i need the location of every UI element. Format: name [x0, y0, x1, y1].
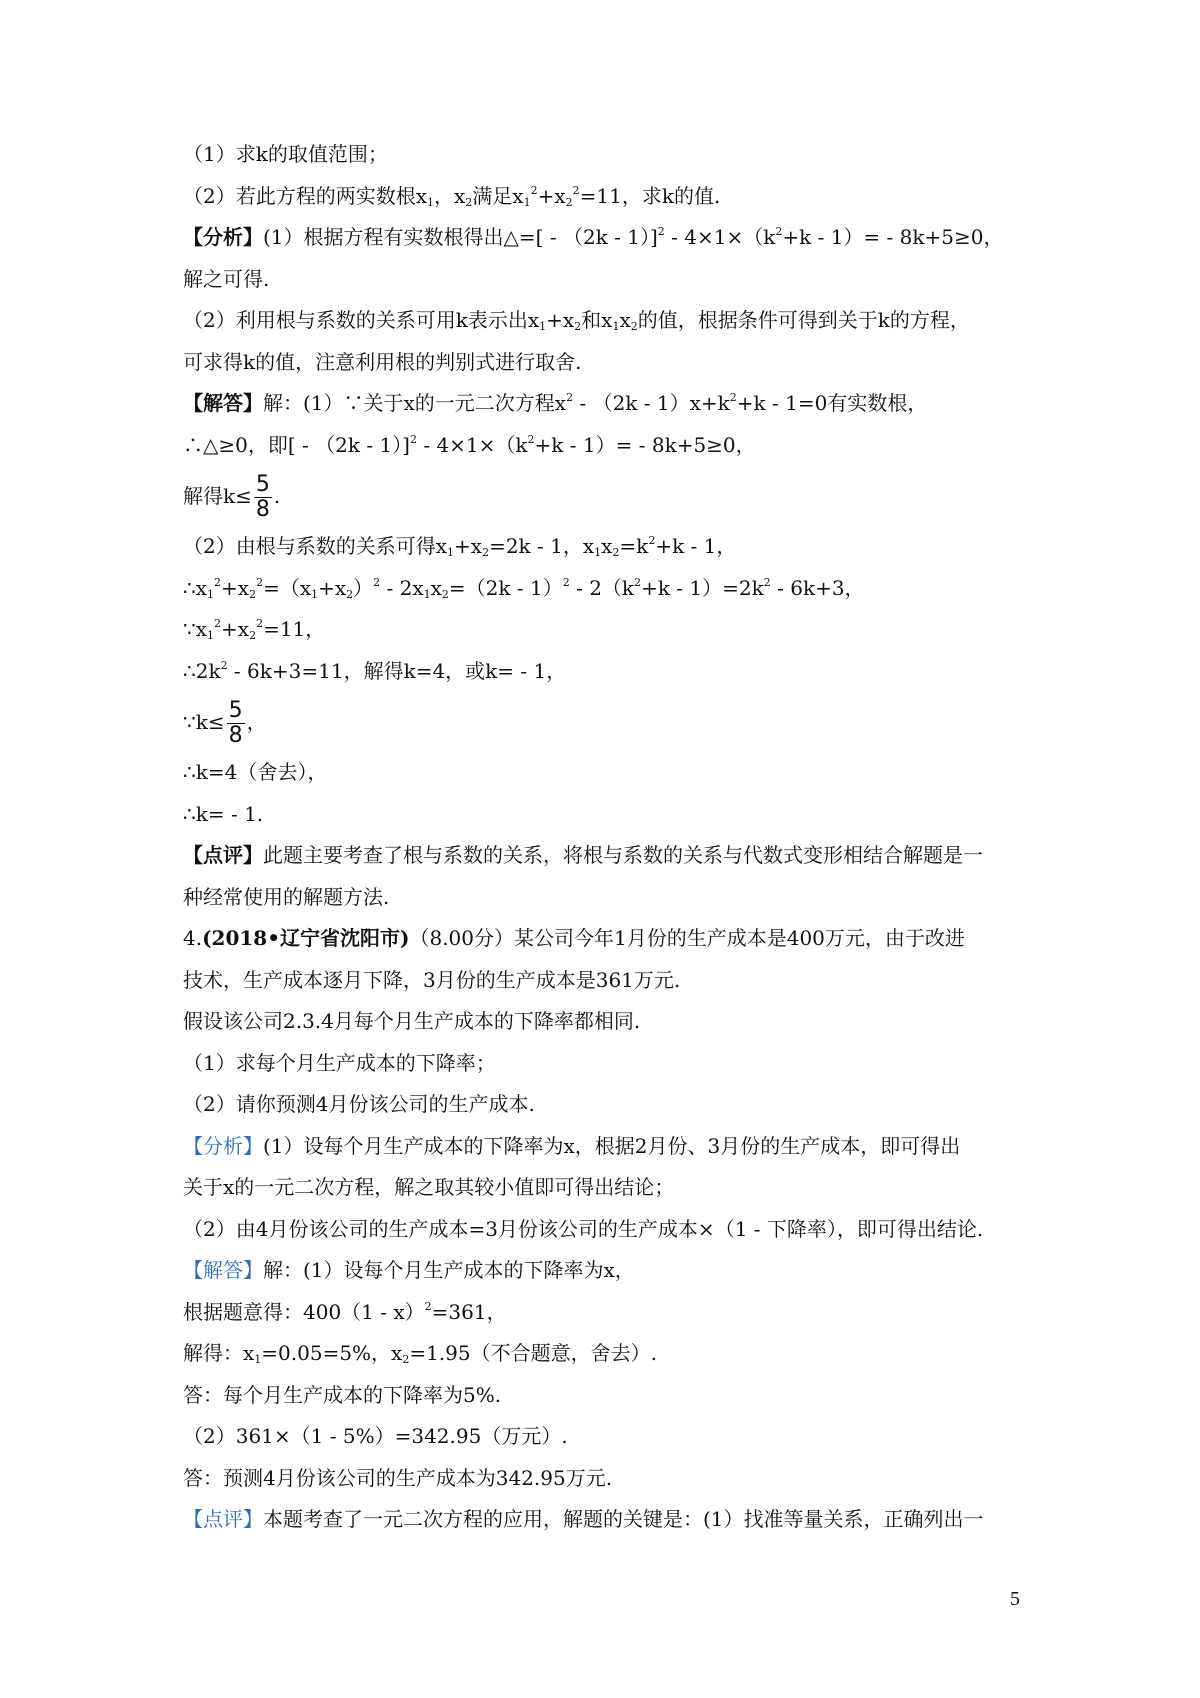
text-span: +x — [546, 308, 575, 332]
text-span: =11，求k的值. — [579, 183, 721, 208]
subscript: 2 — [630, 320, 638, 333]
subscript: 1 — [311, 587, 319, 601]
text-span: 解得：x — [183, 1341, 255, 1365]
text-span: +x — [221, 575, 250, 600]
text-span: （2）由4月份该公司的生产成本=3月份该公司的生产成本×（1 - 下降率），即可得出结论. — [183, 1216, 984, 1241]
text-span: +k - 1）= - 8k+5≥0， — [782, 225, 1004, 249]
text-line — [183, 1128, 1033, 1164]
text-line — [183, 261, 1033, 297]
subscript: 1 — [423, 587, 431, 601]
text-line — [183, 1460, 1033, 1496]
text-span: ∴k=4（舍去）， — [183, 760, 328, 784]
superscript: 2 — [729, 391, 737, 404]
text-span: =k — [619, 534, 649, 558]
text-span: x — [619, 308, 631, 332]
section-heading-analysis: 【分析】 — [183, 1133, 263, 1158]
text-span: （2）由根与系数的关系可得x — [183, 534, 448, 558]
text-line — [183, 1003, 1033, 1039]
text-line — [183, 1335, 1033, 1371]
text-span: 本题考查了一元二次方程的应用，解题的关键是：(1）找准等量关系，正确列出一 — [263, 1507, 984, 1531]
text-line — [183, 694, 1033, 750]
text-span: （2）请你预测4月份该公司的生产成本. — [183, 1092, 535, 1116]
subscript: 1 — [539, 320, 547, 333]
superscript: 2 — [256, 575, 264, 589]
subscript: 2 — [612, 546, 620, 559]
text-line — [183, 1045, 1033, 1081]
text-span: +k - 1）= - 8k+5≥0， — [534, 432, 756, 457]
superscript: 2 — [220, 658, 228, 672]
text-span: ） — [353, 575, 374, 600]
text-span: 技术，生产成本逐月下降，3月份的生产成本是361万元. — [183, 967, 681, 992]
text-span: 可求得k的值，注意利用根的判别式进行取舍. — [183, 349, 582, 374]
superscript: 2 — [775, 225, 783, 238]
question-source: (2018•辽宁省沈阳市) — [202, 926, 410, 950]
superscript: 2 — [562, 575, 570, 589]
section-heading-solution: 【解答】 — [183, 1258, 263, 1282]
text-line — [183, 468, 1033, 524]
text-span: ∵x — [183, 617, 208, 641]
text-span: +k - 1=0有实数根， — [736, 391, 928, 415]
text-span: =361， — [431, 1299, 507, 1324]
subscript: 2 — [346, 587, 354, 601]
text-span: 解：(1）∵关于x的一元二次方程x — [263, 391, 567, 415]
text-span: +x — [537, 183, 566, 208]
subscript: 1 — [207, 629, 215, 642]
superscript: 2 — [256, 617, 264, 630]
text-span: =11， — [263, 617, 326, 641]
text-span: 的值，根据条件可得到关于k的方程， — [637, 308, 970, 332]
text-span: 解之可得. — [183, 266, 270, 291]
text-span: 根据题意得：400（1 - x） — [183, 1299, 425, 1324]
text-span: （2）361×（1 - 5%）=342.95（万元）. — [183, 1424, 568, 1448]
text-line — [183, 1294, 1033, 1330]
text-span: (1）设每个月生产成本的下降率为x，根据2月份、3月份的生产成本，即可得出 — [263, 1133, 961, 1158]
text-span: ，x — [434, 183, 466, 208]
text-span: - （2k - 1）x+k — [573, 391, 730, 415]
text-span: （1）求每个月生产成本的下降率； — [183, 1050, 496, 1075]
section-heading-solution: 【解答】 — [183, 391, 263, 415]
text-line — [183, 1377, 1033, 1413]
text-span: ∴2k — [183, 658, 221, 683]
superscript: 2 — [763, 575, 771, 589]
superscript: 2 — [572, 183, 580, 197]
subscript: 2 — [465, 195, 473, 209]
text-span: 此题主要考查了根与系数的关系，将根与系数的关系与代数式变形相结合解题是一 — [263, 843, 983, 867]
subscript: 2 — [402, 1353, 410, 1366]
superscript: 2 — [566, 391, 574, 404]
text-span: 种经常使用的解题方法. — [183, 884, 390, 909]
text-span: +x — [221, 617, 250, 641]
text-span: - 2（k — [569, 575, 635, 600]
text-span: +x — [318, 575, 347, 600]
text-line — [183, 427, 1033, 463]
text-span: =（2k - 1） — [448, 575, 563, 600]
text-span: - 4×1×（k — [664, 225, 776, 249]
text-span: （2）若此方程的两实数根x — [183, 183, 428, 208]
text-span: =1.95（不合题意，舍去）. — [409, 1341, 657, 1365]
subscript: 1 — [427, 195, 435, 209]
text-line — [183, 136, 1033, 172]
text-line — [183, 570, 1033, 606]
text-line — [183, 962, 1033, 998]
superscript: 2 — [648, 534, 656, 547]
text-span: - 2x — [380, 575, 424, 600]
section-heading-comment: 【点评】 — [183, 1507, 263, 1531]
text-line — [183, 302, 1033, 338]
fraction-denominator: 8 — [228, 723, 243, 748]
text-span: +k - 1）=2k — [641, 575, 764, 600]
superscript: 2 — [409, 432, 417, 446]
text-span: ∴△≥0，即[ - （2k - 1）] — [183, 432, 410, 457]
text-span: +x — [454, 534, 483, 558]
superscript: 2 — [634, 575, 642, 589]
text-line — [183, 219, 1033, 255]
superscript: 2 — [424, 1299, 432, 1313]
text-line — [183, 528, 1033, 564]
subscript: 2 — [565, 195, 573, 209]
text-span: （2）利用根与系数的关系可用k表示出x — [183, 308, 540, 332]
text-span: ∴k= - 1. — [183, 801, 264, 826]
text-line — [183, 344, 1033, 380]
subscript: 1 — [447, 546, 455, 559]
text-span: =0.05=5%，x — [261, 1341, 403, 1365]
superscript: 2 — [214, 575, 222, 589]
fraction-numerator: 5 — [255, 472, 270, 497]
subscript: 1 — [254, 1353, 262, 1366]
text-span: 和x — [581, 308, 613, 332]
subscript: 2 — [249, 629, 257, 642]
superscript: 2 — [657, 225, 665, 238]
subscript: 2 — [482, 546, 490, 559]
text-span: 假设该公司2.3.4月每个月生产成本的下降率都相同. — [183, 1009, 641, 1033]
text-span: 解：(1）设每个月生产成本的下降率为x， — [263, 1258, 635, 1282]
text-span: - 6k+3， — [770, 575, 865, 600]
text-line — [183, 1418, 1033, 1454]
text-line — [183, 837, 1033, 873]
text-span: （8.00分）某公司今年1月份的生产成本是400万元，由于改进 — [409, 926, 965, 950]
text-span: (1）根据方程有实数根得出△=[ - （2k - 1）] — [263, 225, 658, 249]
section-heading-comment: 【点评】 — [183, 843, 263, 867]
text-span: 答：每个月生产成本的下降率为5%. — [183, 1382, 502, 1407]
text-span: =2k - 1，x — [489, 534, 595, 558]
subscript: 1 — [612, 320, 620, 333]
subscript: 1 — [523, 195, 531, 209]
text-span: - 4×1×（k — [416, 432, 528, 457]
fraction — [227, 699, 245, 748]
subscript: 2 — [441, 587, 449, 601]
superscript: 2 — [527, 432, 535, 446]
text-span: 满足x — [472, 183, 524, 208]
subscript: 1 — [207, 587, 215, 601]
text-span: 答：预测4月份该公司的生产成本为342.95万元. — [183, 1465, 613, 1490]
text-line — [183, 385, 1033, 421]
text-span: ∴x — [183, 575, 208, 600]
text-line — [183, 653, 1033, 689]
fraction — [254, 473, 272, 522]
text-line — [183, 1501, 1033, 1537]
text-line — [183, 1252, 1033, 1288]
text-line — [183, 796, 1033, 832]
text-line — [183, 611, 1033, 647]
subscript: 1 — [594, 546, 602, 559]
text-span: ， — [246, 710, 267, 734]
text-line — [183, 879, 1033, 915]
text-span: （1）求k的取值范围； — [183, 142, 388, 166]
subscript: 2 — [249, 587, 257, 601]
text-span: =（x — [263, 575, 312, 600]
text-line — [183, 754, 1033, 790]
section-heading-analysis: 【分析】 — [183, 225, 263, 249]
text-line — [183, 920, 1033, 956]
text-span: x — [601, 534, 613, 558]
fraction-numerator: 5 — [228, 698, 243, 723]
superscript: 2 — [214, 617, 222, 630]
text-span: . — [273, 484, 281, 508]
text-span: ∵k≤ — [183, 710, 225, 734]
superscript: 2 — [530, 183, 538, 197]
text-span: 解得k≤ — [183, 484, 252, 508]
text-line — [183, 1211, 1033, 1247]
superscript: 2 — [373, 575, 381, 589]
text-line — [183, 178, 1033, 214]
text-span: +k - 1， — [655, 534, 737, 558]
fraction-denominator: 8 — [255, 497, 270, 522]
text-span: - 6k+3=11，解得k=4，或k= - 1， — [227, 658, 567, 683]
question-number: 4. — [183, 926, 203, 950]
page-number: 5 — [1010, 1588, 1020, 1610]
text-line — [183, 1086, 1033, 1122]
text-span: x — [430, 575, 442, 600]
page-content — [183, 136, 1033, 1543]
subscript: 2 — [574, 320, 582, 333]
text-span: 关于x的一元二次方程，解之取其较小值即可得出结论； — [183, 1175, 675, 1199]
text-line — [183, 1169, 1033, 1205]
